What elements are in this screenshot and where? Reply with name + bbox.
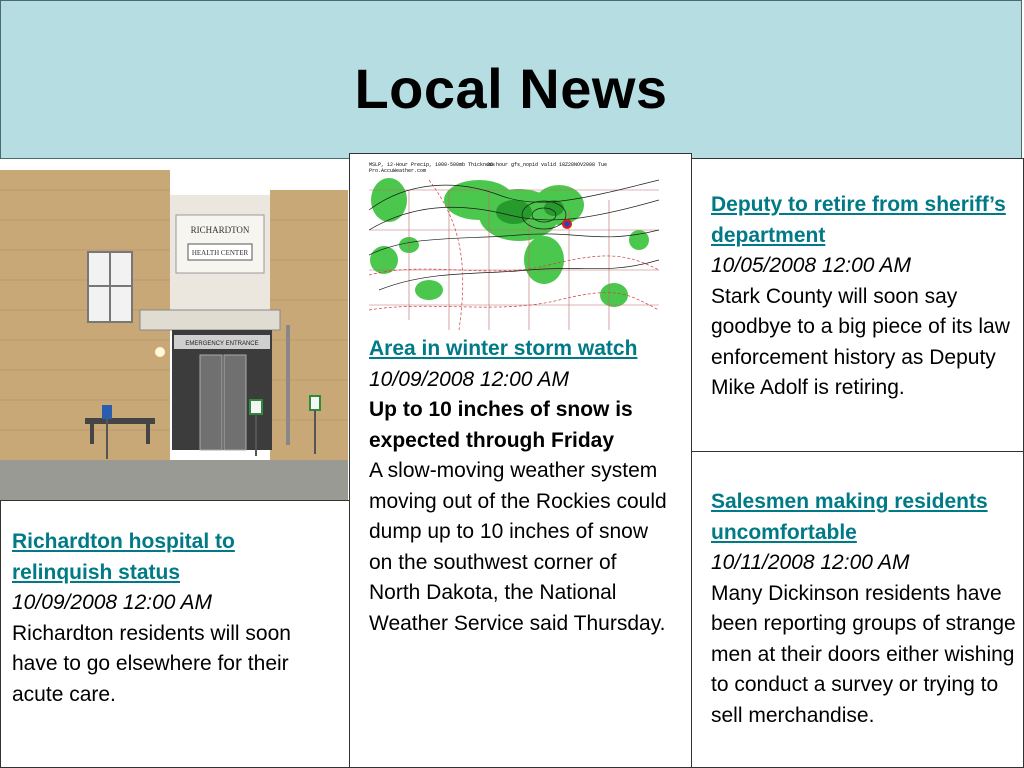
hospital-story — [12, 527, 332, 710]
salesmen-story — [711, 487, 1017, 731]
map-header-right: 36 hour gfs_nopid valid 18Z28NOV2008 Tue — [487, 162, 608, 168]
deputy-body: Stark County will soon say goodbye to a big piece of its law enforcement history as Deputy Mike Adolf is retiring. — [711, 284, 1010, 399]
health-center-photo — [0, 160, 348, 500]
hospital-date: 10/09/2008 12:00 AM — [12, 591, 213, 614]
weather-story — [369, 334, 669, 639]
salesmen-headline-link[interactable]: Salesmen making residents uncomfortable — [711, 490, 988, 544]
health-center-illustration — [0, 160, 348, 500]
sign-line1: RICHARDTON — [190, 225, 250, 235]
weather-story-card — [349, 153, 692, 768]
title-banner — [0, 0, 1022, 159]
weather-body: A slow-moving weather system moving out of the Rockies could dump up to 10 inches of snow on the southwest corner of North Dakota, the National Weather Service said Thursday. — [369, 459, 667, 635]
map-header-source: Pro.AccuWeather.com — [369, 168, 427, 174]
entrance-label: EMERGENCY ENTRANCE — [185, 341, 259, 347]
sign-line2: HEALTH CENTER — [191, 249, 249, 257]
page-title: Local News — [354, 57, 668, 120]
weather-subhead: Up to 10 inches of snow is expected through Friday — [369, 398, 633, 452]
hospital-headline-link[interactable]: Richardton hospital to relinquish status — [12, 530, 235, 584]
map-header-left: MSLP, 12-Hour Precip, 1000-500mb Thickness — [369, 162, 496, 168]
deputy-headline-link[interactable]: Deputy to retire from sheriff’s department — [711, 193, 1006, 247]
hospital-body: Richardton residents will soon have to go elsewhere for their acute care. — [12, 621, 291, 706]
salesmen-date: 10/11/2008 12:00 AM — [711, 551, 910, 574]
weather-headline-link[interactable]: Area in winter storm watch — [369, 337, 638, 360]
deputy-story-card — [691, 158, 1024, 452]
salesmen-body: Many Dickinson residents have been reporting groups of strange men at their doors either wishing to conduct a survey or trying to sell merchandise. — [711, 581, 1016, 727]
weather-map — [369, 160, 659, 332]
weather-date: 10/09/2008 12:00 AM — [369, 367, 570, 391]
salesmen-story-card — [691, 451, 1024, 768]
weather-map-illustration — [369, 160, 659, 332]
deputy-story — [711, 190, 1017, 404]
hospital-story-card — [0, 500, 350, 768]
deputy-date: 10/05/2008 12:00 AM — [711, 254, 912, 277]
